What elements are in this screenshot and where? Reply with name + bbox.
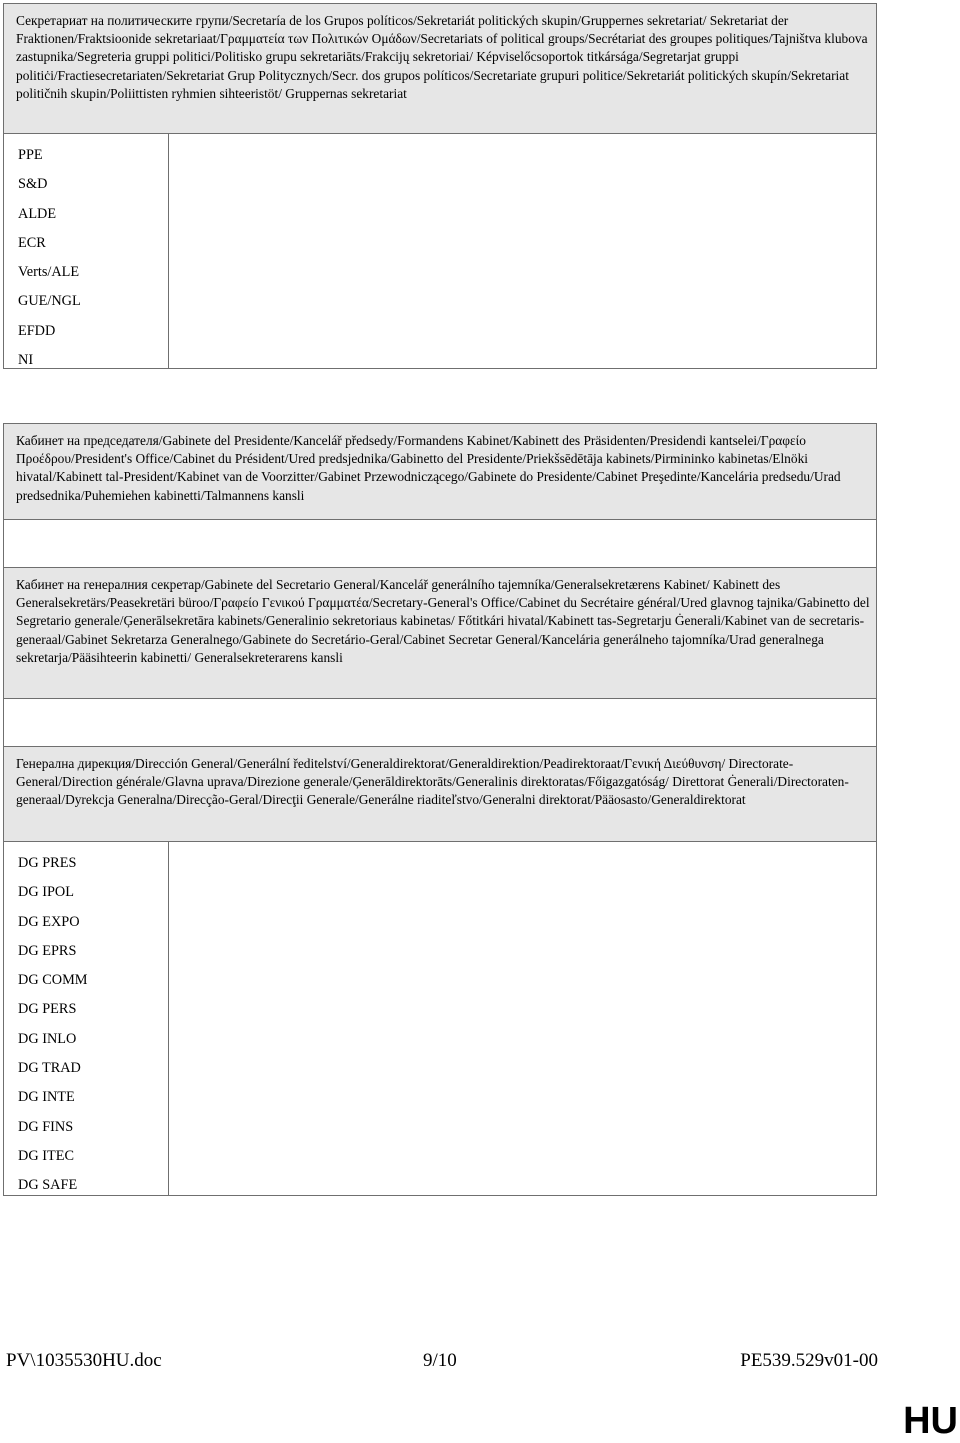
dg-item: DG INTE [18, 1089, 75, 1106]
dg-item: DG PERS [18, 1001, 77, 1018]
dg-item: DG EPRS [18, 942, 77, 959]
group-item: GUE/NGL [18, 293, 81, 310]
group-item: NI [18, 352, 34, 369]
dg-item: DG PRES [18, 855, 77, 871]
page-number: 9/10 [423, 1350, 457, 1371]
group-secretariats-heading: Секретариат на политическите групи/Secretaría de los Grupos políticos/Sekretariát politických skupin/Gruppernes sekretariat/ Sekretariat der Fraktionen/Fraktsioonide sekretariaat/Γραμματεία των Πολιτικών Ομάδων/Secretariats of political groups/Secrétariat des groupes politiques/Tajništva klubova zastupnika/Segreteria gruppi politici/Politisko grupu sekretariāts/Frakcijų sekretoriai/ Képviselőcsoportok titkársága/Segretarjat gruppi politiċi/Fractiesecretariaten/Sekretariat Grup Politycznych/Secr. dos grupos políticos/Secretariate grupuri politice/Sekretariát politických skupín/Sekretariat političnih skupin/Poliittisten ryhmien sihteeristöt/ Gruppernas sekretariat [4, 4, 876, 134]
dg-list [4, 842, 169, 1195]
dg-item: DG IPOL [18, 884, 74, 901]
group-item: ALDE [18, 205, 57, 222]
pe-reference: PE539.529v01-00 [740, 1350, 878, 1371]
group-list [4, 134, 169, 368]
language-code: HU [903, 1400, 958, 1442]
dg-item: DG SAFE [18, 1177, 78, 1194]
dg-item: DG ITEC [18, 1147, 74, 1164]
president-cabinet-heading: Кабинет на председателя/Gabinete del Presidente/Kancelář předsedy/Formandens Kabinet/Kabinett des Präsidenten/Presidendi kantselei/Γραφείο Προέδρου/President's Office/Cabinet du Président/Ured predsjednika/Gabinetto del Presidente/Priekšsēdētāja kabinets/Pirmininko kabinetas/Elnöki hivatal/Kabinett tal-President/Kabinet van de Voorzitter/Gabinet Przewodniczącego/Gabinete do Presidente/Cabinet Preşedinte/Kancelária predsedu/Urad predsednika/Puhemiehen kabinetti/Talmannens kansli [4, 424, 876, 520]
dg-item: DG INLO [18, 1030, 77, 1047]
group-item: ECR [18, 234, 46, 251]
secgen-cabinet-table [3, 567, 877, 747]
group-item: Verts/ALE [18, 264, 80, 281]
doc-reference: PV\1035530HU.doc [6, 1350, 162, 1371]
group-item: S&D [18, 176, 48, 193]
group-item: PPE [18, 147, 43, 163]
group-item: EFDD [18, 322, 56, 339]
directorates-heading: Генерална дирекция/Dirección General/Generální ředitelství/Generaldirektorat/Generaldirektion/Peadirektoraat/Γενική Διεύθυνση/ Directorate-General/Direction générale/Glavna uprava/Direzione generale/Ģenerāldirektorāts/Generalinis direktoratas/Főigazgatóság/ Direttorat Ġenerali/Directoraten-generaal/Dyrekcja Generalna/Direcção-Geral/Direcţii Generale/Generálne riaditeľstvo/Generalni direktorat/Pääosasto/Generaldirektorat [4, 747, 876, 842]
president-cabinet-table [3, 423, 877, 568]
directorates-table [3, 746, 877, 1196]
dg-item: DG EXPO [18, 913, 80, 930]
dg-item: DG TRAD [18, 1060, 81, 1077]
dg-item: DG FINS [18, 1118, 74, 1135]
group-secretariats-table [3, 3, 877, 369]
dg-item: DG COMM [18, 972, 88, 989]
secgen-cabinet-heading: Кабинет на генералния секретар/Gabinete del Secretario General/Kancelář generálního tajemníka/Generalsekretærens Kabinet/ Kabinett des Generalsekretärs/Peasekretäri büroo/Γραφείο Γενικού Γραμματέα/Secretary-General's Office/Cabinet du Secrétaire général/Ured glavnog tajnika/Gabinetto del Segretario generale/Ģenerālsekretāra kabinets/Generalinio sekretoriaus kabinetas/ Főtitkári hivatal/Kabinett tas-Segretarju Ġenerali/Kabinet van de secretaris-generaal/Gabinet Sekretarza Generalnego/Gabinete do Secretário-Geral/Cabinet Secretar General/Kancelária generálneho tajomníka/Urad generalnega sekretarja/Pääsihteerin kabinetti/ Generalsekreterarens kansli [4, 568, 876, 699]
